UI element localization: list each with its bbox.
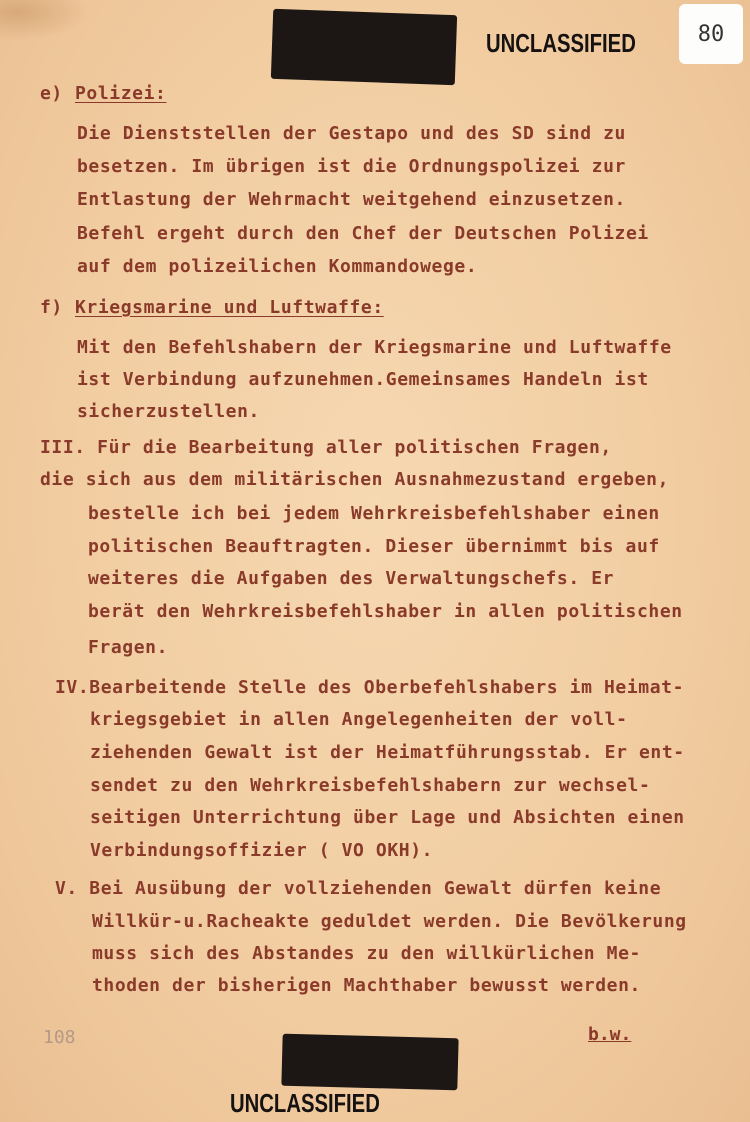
section-iii-line: politischen Beauftragten. Dieser übernimmt bis auf — [88, 536, 660, 557]
paper-stain — [0, 0, 90, 40]
redaction-bar-top — [271, 9, 457, 85]
section-iii-line: Fragen. — [88, 637, 169, 658]
section-e-line: besetzen. Im übrigen ist die Ordnungspolizei zur — [77, 156, 626, 177]
section-f-line: Mit den Befehlshabern der Kriegsmarine und Luftwaffe — [77, 337, 672, 358]
redaction-bar-bottom — [281, 1034, 458, 1091]
section-v-line: thoden der bisherigen Machthaber bewusst werden. — [92, 975, 641, 996]
section-e-line: Die Dienststellen der Gestapo und des SD sind zu — [77, 123, 626, 144]
document-number: 108 — [43, 1027, 76, 1048]
section-iv-line: seitigen Unterrichtung über Lage und Absichten einen — [90, 807, 685, 828]
section-v-line: muss sich des Abstandes zu den willkürlichen Me- — [92, 943, 641, 964]
page-number: 80 — [679, 4, 743, 64]
section-f-line: ist Verbindung aufzunehmen.Gemeinsames Handeln ist — [77, 369, 649, 390]
section-e-title: Polizei: — [75, 83, 167, 104]
section-e-line: Entlastung der Wehrmacht weitgehend einzusetzen. — [77, 189, 626, 210]
section-e-label: e) — [40, 83, 63, 104]
section-iii-line: die sich aus dem militärischen Ausnahmezustand ergeben, — [40, 469, 670, 490]
section-v-line: V. Bei Ausübung der vollziehenden Gewalt dürfen keine — [55, 878, 662, 899]
section-iv-line: sendet zu den Wehrkreisbefehlshabern zur wechsel- — [90, 775, 651, 796]
section-f-line: sicherzustellen. — [77, 401, 260, 422]
section-f-title: Kriegsmarine und Luftwaffe: — [75, 297, 384, 318]
section-iv-line: ziehenden Gewalt ist der Heimatführungsstab. Er ent- — [90, 742, 685, 763]
section-iv-line: Verbindungsoffizier ( VO OKH). — [90, 840, 434, 861]
classification-stamp-top: UNCLASSIFIED — [486, 28, 636, 58]
section-iii-line: berät den Wehrkreisbefehlshaber in allen politischen — [88, 601, 683, 622]
section-f-label: f) — [40, 297, 63, 318]
section-iv-line: IV.Bearbeitende Stelle des Oberbefehlshabers im Heimat- — [55, 677, 685, 698]
section-iii-line: weiteres die Aufgaben des Verwaltungschefs. Er — [88, 568, 615, 589]
classification-stamp-bottom: UNCLASSIFIED — [230, 1088, 380, 1118]
section-iii-line: III. Für die Bearbeitung aller politischen Fragen, — [40, 437, 612, 458]
section-e-line: Befehl ergeht durch den Chef der Deutschen Polizei — [77, 223, 649, 244]
continuation-mark: b.w. — [588, 1024, 632, 1045]
section-e-line: auf dem polizeilichen Kommandowege. — [77, 256, 478, 277]
section-v-line: Willkür-u.Racheakte geduldet werden. Die Bevölkerung — [92, 911, 687, 932]
section-iv-line: kriegsgebiet in allen Angelegenheiten der voll- — [90, 709, 628, 730]
section-iii-line: bestelle ich bei jedem Wehrkreisbefehlshaber einen — [88, 503, 660, 524]
